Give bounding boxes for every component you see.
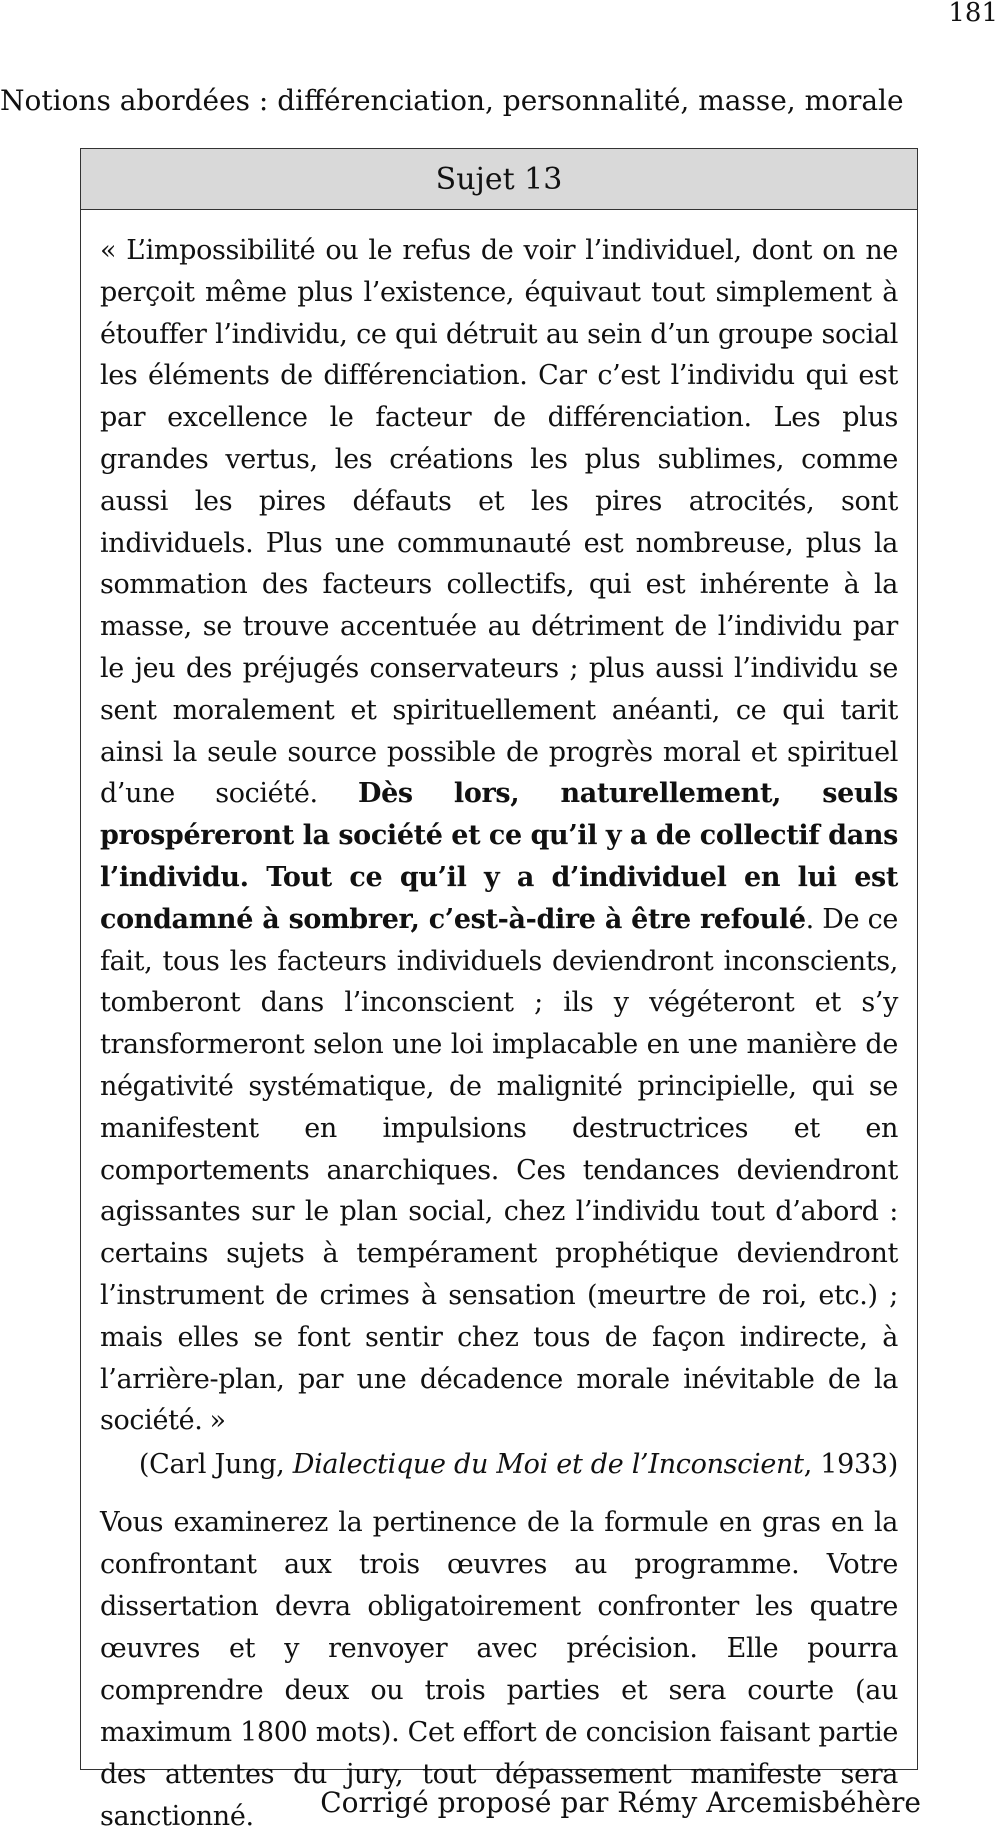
citation-work-title: Dialectique du Moi et de l’Inconscient [292, 1449, 804, 1481]
subject-header [81, 149, 917, 210]
subject-body [81, 210, 917, 1838]
subject-instructions: Vous examinerez la pertinence de la formule en gras en la confrontant aux trois œuvres au programme. Votre dissertation devra obligatoirement confronter les quatre œuvres et y renvoyer avec précision. Elle pourra comprendre deux ou trois parties et sera courte (au maximum 1800 mots). Cet effort de concision faisant partie des attentes du jury, tout dépassement manifeste sera sanctionné. [100, 1507, 898, 1833]
page-number: 181 [948, 0, 998, 28]
quote-bold-formula: Dès lors, naturellement, seuls prospéreront la société et ce qu’il y a de collectif dans l’individu. Tout ce qu’il y a d’individuel en lui est condamné à sombrer, c’est-à-dire à être refoulé [100, 778, 898, 935]
quote-part-2: . De ce fait, tous les facteurs individuels deviendront inconscients, tomberont dans l’inconscient ; ils y végéteront et s’y transformeront selon une loi implacable en une manière de négativité systématique, de malignité principielle, qui se manifestent en impulsions destructrices et en comportements anarchiques. Ces tendances deviendront agissantes sur le plan social, chez l’individu tout d’abord : certains sujets à tempérament prophétique deviendront l’instrument de crimes à sensation (meurtre de roi, etc.) ; mais elles se font sentir chez tous de façon indirecte, à l’arrière-plan, par une décadence morale inévitable de la société. » [100, 903, 898, 1437]
notions-line: Notions abordées : différenciation, personnalité, masse, morale [0, 84, 904, 117]
subject-title: Sujet 13 [435, 161, 563, 197]
subject-quote [100, 230, 898, 1442]
quote-part-1: « L’impossibilité ou le refus de voir l’individuel, dont on ne perçoit même plus l’existence, équivaut tout simplement à étouffer l’individu, ce qui détruit au sein d’un groupe social les éléments de différenciation. Car c’est l’individu qui est par excellence le facteur de différenciation. Les plus grandes vertus, les créations les plus sublimes, comme aussi les pires défauts et les pires atrocités, sont individuels. Plus une communauté est nombreuse, plus la sommation des facteurs collectifs, qui est inhérente à la masse, se trouve accentuée au détriment de l’individu par le jeu des préjugés conservateurs ; plus aussi l’individu se sent moralement et spirituellement anéanti, ce qui tarit ainsi la seule source possible de progrès moral et spirituel d’une société. [100, 235, 898, 810]
quote-citation [100, 1444, 898, 1486]
citation-author: (Carl Jung, [138, 1449, 293, 1481]
correction-credit: Corrigé proposé par Rémy Arcemisbéhère [320, 1786, 921, 1819]
citation-year: , 1933) [803, 1449, 898, 1481]
